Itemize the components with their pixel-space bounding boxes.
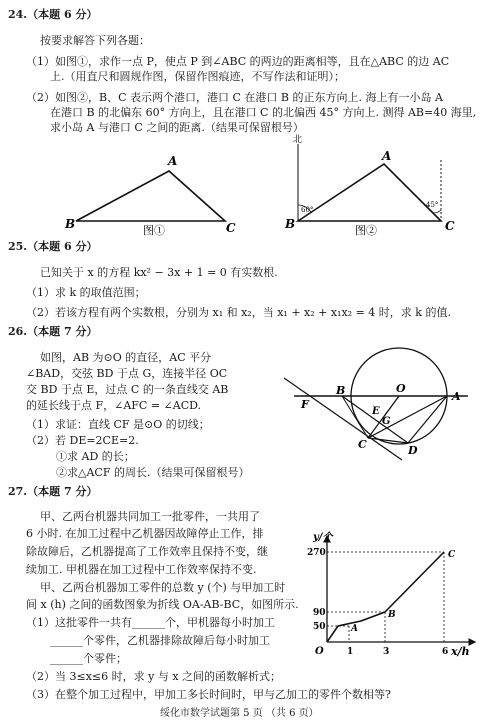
q27-line6: 间 x (h) 之间的函数图象为折线 OA-AB-BC，如图所示. (26, 598, 299, 611)
x-tick-3: 3 (383, 647, 390, 657)
fig-label-f: F (301, 398, 309, 411)
fig2-angle-45: 45° (426, 201, 439, 209)
x-tick-1: 1 (347, 647, 354, 657)
q27-part1-line1: （1）这批零件一共有______个，甲机器每小时加工 (26, 616, 275, 629)
segment-oe (383, 396, 399, 418)
origin-label: O (315, 646, 324, 657)
q26-stem-line3: 交 BD 于点 E，过点 C 的一条直线交 AB (26, 383, 229, 396)
y-axis-label: y/个 (313, 532, 333, 543)
q25-header: 25.（本题 6 分） (8, 240, 98, 253)
y-tick-270: 270 (307, 548, 326, 558)
fig1-label-c: C (226, 221, 236, 235)
q27-line5: 甲、乙两台机器加工零件的总数 y (个) 与甲加工时 (40, 581, 286, 594)
q26-figure (284, 350, 490, 470)
fig1-label-b: B (65, 217, 76, 231)
point-b-label: B (388, 610, 396, 620)
q24-part1-line2: 上.（用直尺和圆规作图，保留作图痕迹，不写作法和证明）； (50, 70, 345, 83)
fig2-caption: 图② (355, 224, 377, 237)
q24-figure-2 (285, 134, 460, 242)
q27-header: 27.（本题 7 分） (8, 485, 98, 498)
q26-part2-a: ①求 AD 的长； (56, 450, 135, 463)
fig-label-a: A (452, 390, 461, 403)
q27-part3: （3）在整个加工过程中，甲加工多长时间时，甲与乙加工的零件个数相等? (26, 688, 391, 701)
angle-arc-c (433, 210, 441, 213)
fig-label-o: O (396, 382, 406, 395)
q26-stem-line1: 如图，AB 为⊙O 的直径，AC 平分 (40, 351, 212, 364)
fig2-north-label: 北 (293, 135, 303, 145)
q24-part1-line1: （1）如图①，求作一点 P，使点 P 到∠ABC 的两边的距离相等，且在△ABC 的边 AC (26, 55, 450, 68)
x-tick-6: 6 (442, 647, 449, 657)
fig-label-e: E (372, 406, 380, 417)
x-axis-label: x/h (451, 645, 470, 658)
q26-header: 26.（本题 7 分） (8, 325, 98, 338)
point-c-label: C (448, 550, 456, 560)
q27-graph (307, 530, 483, 660)
triangle-abc-2 (298, 164, 441, 221)
q26-stem-line4: 的延长线于点 F，∠AFC = ∠ACD. (26, 399, 202, 412)
fig-label-d: D (408, 444, 418, 457)
q24-part2-line2: 在港口 B 的北偏东 60° 方向上，且在港口 C 的北偏西 45° 方向上. 测得 AB=40 海里, (50, 106, 477, 119)
q27-part1-line2: ______个零件，乙机器排除故障后每小时加工 (50, 634, 270, 647)
q26-part1: （1）求证：直线 CF 是⊙O 的切线； (26, 418, 210, 431)
fig2-label-b: B (285, 217, 296, 231)
fig2-label-a: A (382, 149, 392, 163)
fig2-angle-60: 60° (301, 206, 314, 214)
y-tick-90: 90 (313, 608, 326, 618)
q24-intro: 按要求解答下列各题： (40, 34, 150, 47)
q24-part2-line3: 求小岛 A 与港口 C 之间的距离.（结果可保留根号） (50, 121, 304, 134)
q24-figure-1 (60, 150, 260, 242)
fig-label-g: G (382, 416, 391, 427)
point-a-label: A (351, 624, 358, 634)
fig-label-b: B (336, 384, 346, 397)
q24-part2-line1: （2）如图②，B、C 表示两个港口，港口 C 在港口 B 的正东方向上. 海上有一小岛 A (26, 91, 443, 104)
chord-ac (368, 396, 447, 438)
q27-line1: 甲、乙两台机器共同加工一批零件，一共用了 (40, 510, 260, 523)
q26-part2-b: ②求△ACF 的周长.（结果可保留根号） (56, 466, 250, 479)
q25-stem: 已知关于 x 的方程 kx² − 3x + 1 = 0 有实数根. (40, 266, 278, 279)
triangle-abc (76, 171, 225, 221)
q27-line2: 6 小时. 在加工过程中乙机器因故障停止工作，排 (26, 527, 264, 540)
fig2-label-c: C (445, 219, 455, 233)
q27-line4: 续加工. 甲机器在加工过程中工作效率保持不变. (26, 563, 257, 576)
fig-label-c: C (358, 438, 367, 451)
polyline-oabc (327, 552, 444, 642)
q27-part2: （2）当 3≤x≤6 时，求 y 与 x 之间的函数解析式； (26, 670, 282, 683)
chord-bc (342, 396, 368, 438)
page-footer: 绥化市数学试题第 5 页 （共 6 页） (160, 708, 319, 719)
y-tick-50: 50 (313, 622, 326, 632)
q25-part1: （1）求 k 的取值范围； (26, 286, 146, 299)
q26-stem-line2: ∠BAD，交弦 BD 于点 G，连接半径 OC (26, 367, 228, 380)
q25-part2: （2）若该方程有两个实数根，分别为 x₁ 和 x₂，当 x₁ + x₂ + x₁x₂ = 4 时，求 k 的值. (26, 306, 451, 319)
q27-part1-line3: ______个零件； (50, 652, 127, 665)
q26-part2: （2）若 DE=2CE=2. (26, 434, 139, 447)
q27-line3: 除故障后，乙机器提高了工作效率且保持不变，继 (26, 545, 268, 558)
fig1-label-a: A (168, 154, 178, 168)
q24-header: 24.（本题 6 分） (8, 8, 98, 21)
chord-bd (342, 396, 408, 443)
fig1-caption: 图① (143, 224, 165, 237)
